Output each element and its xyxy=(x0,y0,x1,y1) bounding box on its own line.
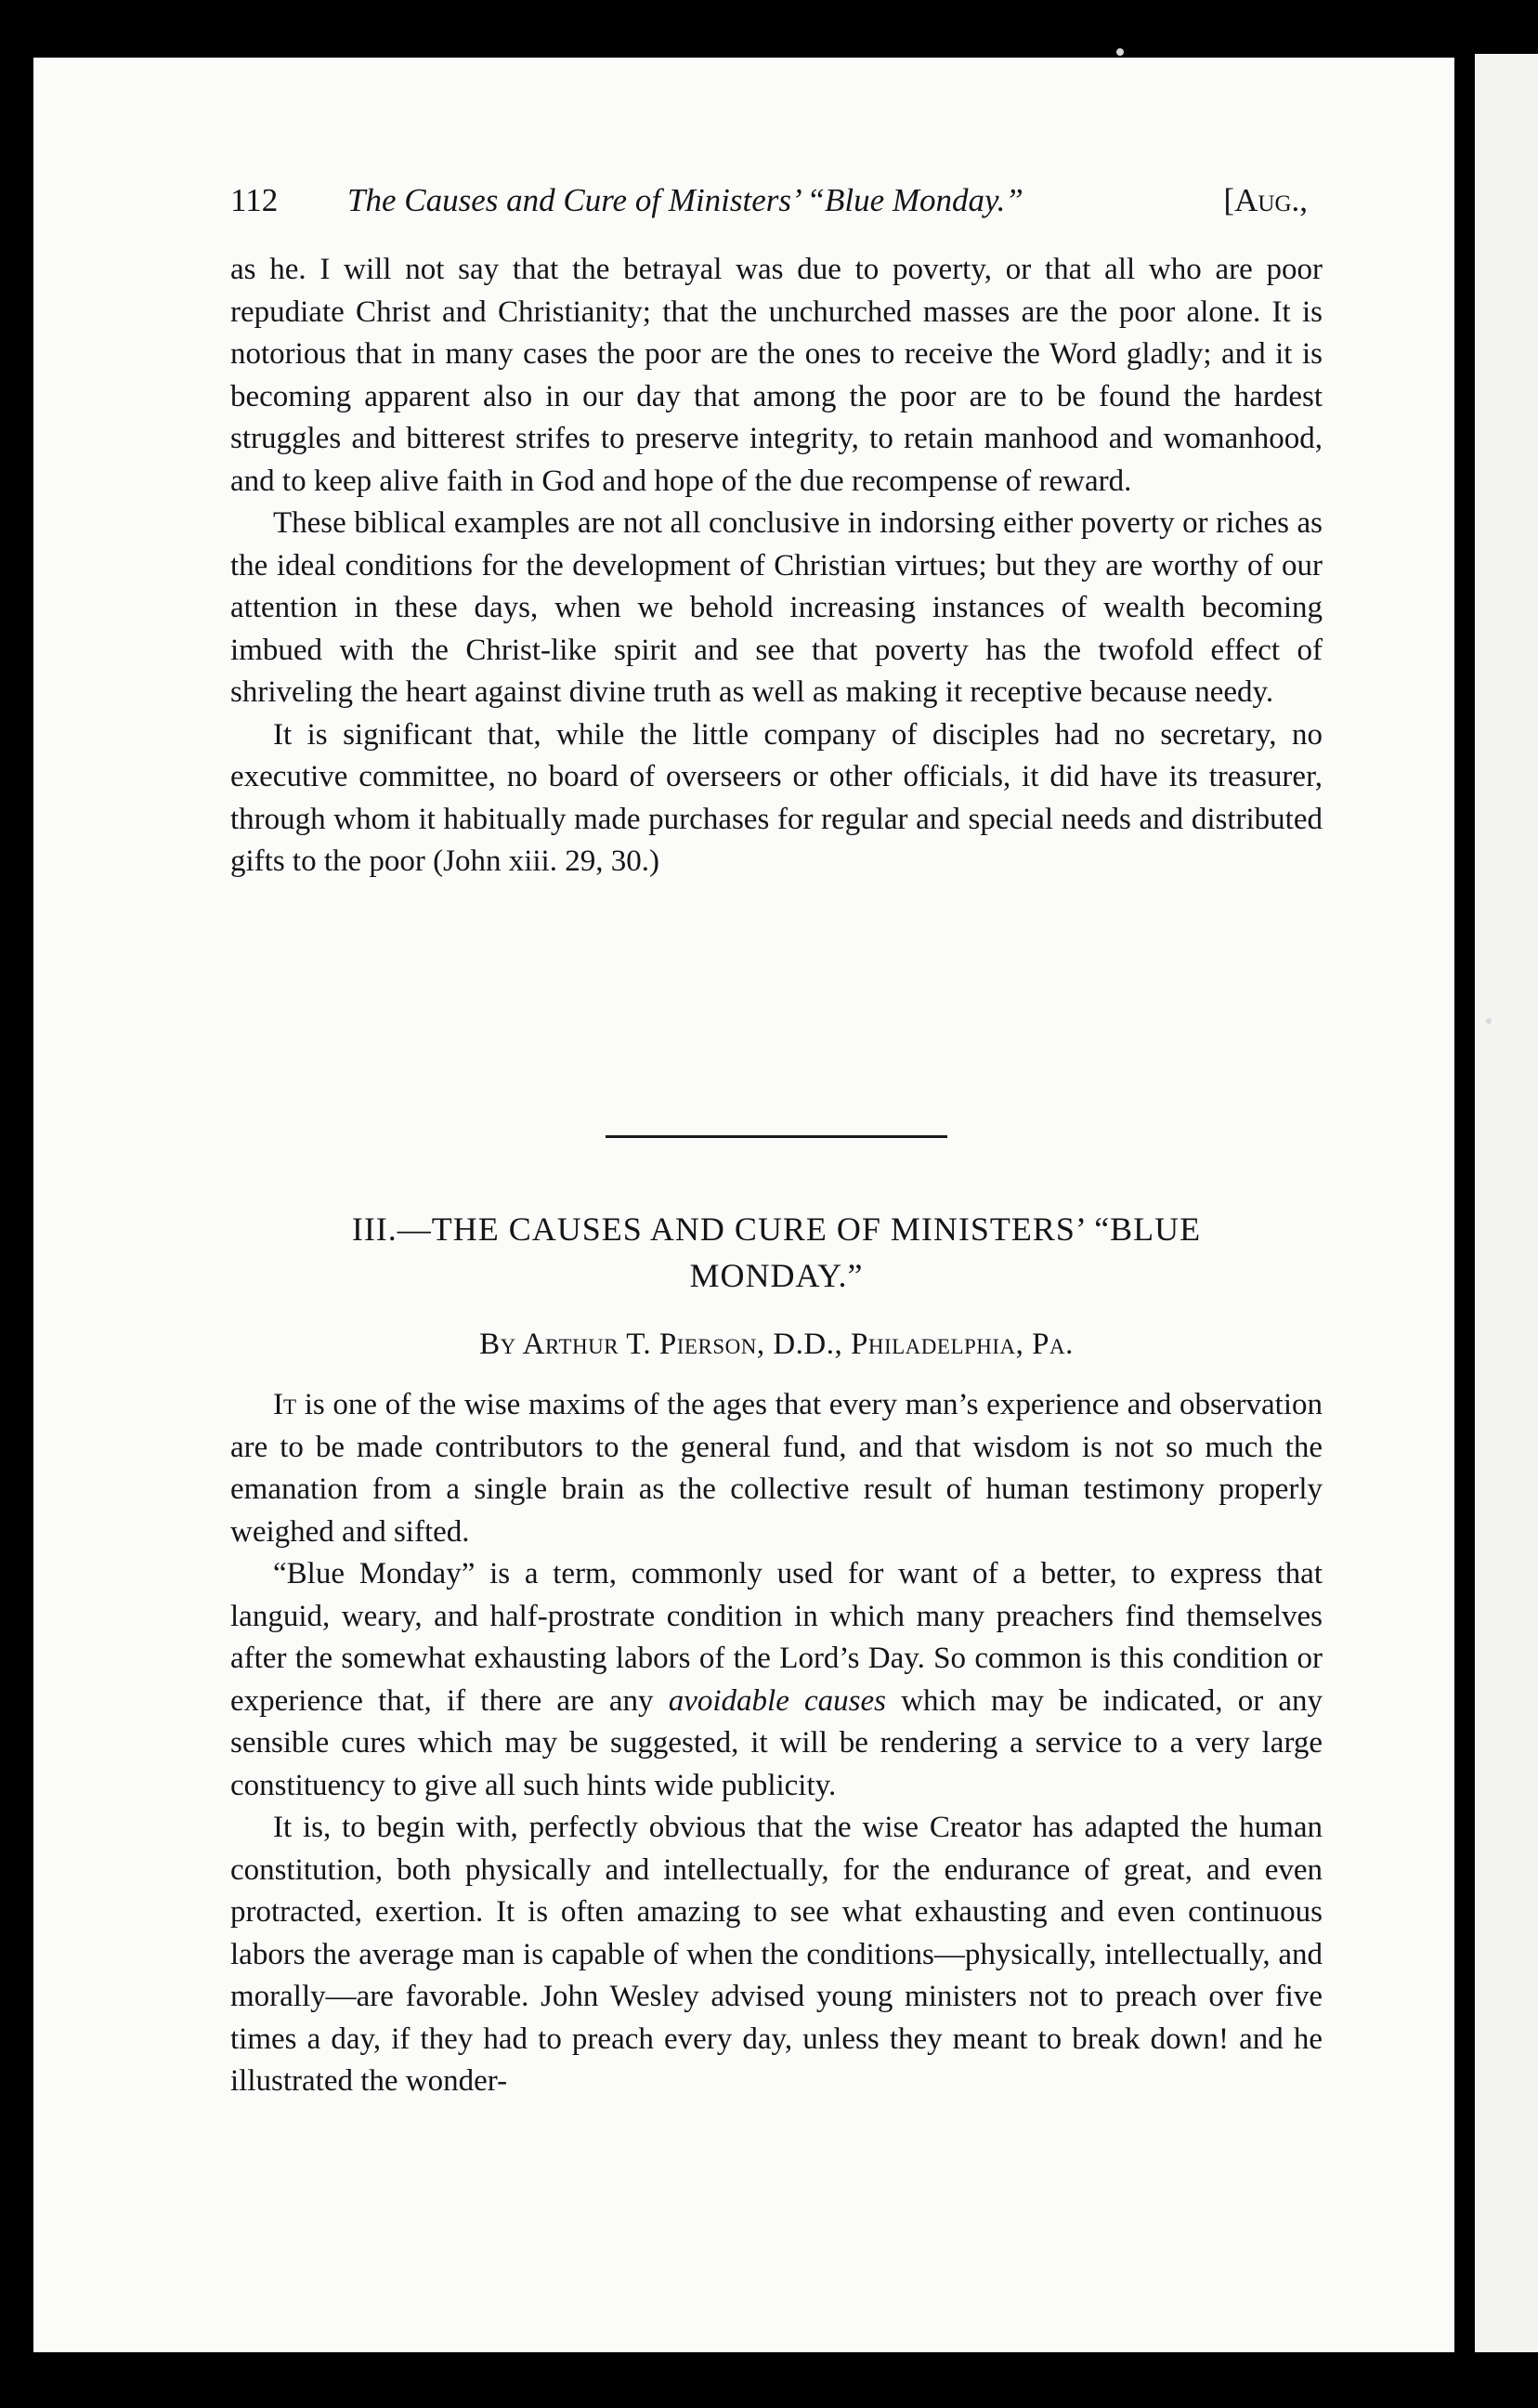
page-number: 112 xyxy=(230,182,279,218)
paragraph: It is significant that, while the little company of disciples had no secretary, no executive committee, no board of overseers or other officials, it did have its treasurer, through whom it habitually made purchases for regular and special needs and distributed gifts to the poor (John xiii. 29, 30.) xyxy=(230,717,1323,878)
paragraph xyxy=(230,1553,1323,1807)
article-title-line: III.—THE CAUSES AND CURE OF MINISTERS’ “BLUE xyxy=(351,1211,1202,1248)
next-page-edge xyxy=(1475,54,1538,2352)
preceding-article-text xyxy=(230,249,1323,883)
paragraph-text: which may be indicated, or any sensible cures which may be suggested, it will be rendering a service to a very large constituency to give all such hints wide publicity. xyxy=(230,1683,1323,1802)
paragraph-text: is one of the wise maxims of the ages that every man’s experience and observation are to be made contributors to the general fund, and that wisdom is not so much the emanation from a single brain as the collective result of human testimony properly weighed and sifted. xyxy=(230,1388,1323,1549)
section-divider xyxy=(606,1135,947,1138)
italic-phrase: avoidable causes xyxy=(668,1683,887,1718)
paragraph: It is, to begin with, perfectly obvious that the wise Creator has adapted the human constitution, both physically and intellectually, for the endurance of great, and even protracted, exertion. It is often amazing to see what exhausting and even continuous labors the average man is capable of when the conditions—physically, intellectually, and morally—are favorable. John Wesley advised young ministers not to preach over five times a day, if they had to preach every day, unless they meant to break down! and he illustrated the wonder- xyxy=(230,1811,1323,2098)
byline: By Arthur T. Pierson, D.D., Philadelphia, Pa. xyxy=(479,1328,1074,1361)
running-head-month: [Aug., xyxy=(1223,182,1308,218)
running-head-title: The Causes and Cure of Ministers’ “Blue Monday.” xyxy=(347,182,1023,218)
paragraph: These biblical examples are not all conclusive in indorsing either poverty or riches as the ideal conditions for the development of Christian virtues; but they are worthy of our attention in these days, when we behold increasing instances of wealth becoming imbued with the Christ-like spirit and see that poverty has the twofold effect of shriveling the heart against divine truth as well as making it receptive because needy. xyxy=(230,506,1323,709)
scan-speck xyxy=(1486,1018,1492,1024)
article-title-line: MONDAY.” xyxy=(689,1257,864,1294)
paragraph-text: “Blue Monday” is a term, commonly used for want of a better, to express that languid, weary, and half-prostrate condition in which many preachers find themselves after the somewhat exhausting labors of the Lord’s Day. So common is this condition or experience that, if there are any xyxy=(230,1557,1323,1718)
article-title xyxy=(230,1206,1323,1299)
scan-speck xyxy=(1116,48,1124,56)
lead-in: It xyxy=(273,1388,297,1421)
running-head xyxy=(230,178,1308,223)
paragraph: as he. I will not say that the betrayal was due to poverty, or that all who are poor repudiate Christ and Christianity; that the unchurched masses are the poor alone. It is notorious that in many cases the poor are the ones to receive the Word gladly; and it is becoming apparent also in our day that among the poor are to be found the hardest struggles and bitterest strifes to preserve integrity, to retain manhood and womanhood, and to keep alive faith in God and hope of the due recompense of reward. xyxy=(230,253,1323,498)
article-body xyxy=(230,1384,1323,2103)
paragraph xyxy=(230,1384,1323,1553)
